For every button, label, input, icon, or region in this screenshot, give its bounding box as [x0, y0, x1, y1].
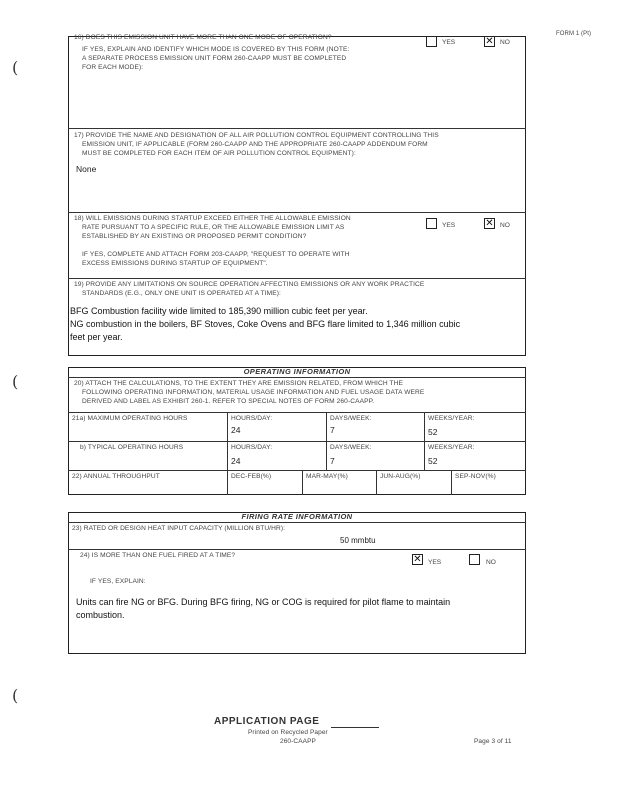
q20-line-1: 20) ATTACH THE CALCULATIONS, TO THE EXTENT THEY ARE EMISSION RELATED, FROM WHICH THE — [74, 380, 403, 387]
divider — [227, 470, 228, 495]
divider — [451, 470, 452, 495]
q17-answer: None — [76, 164, 97, 174]
q20-line-3: DERIVED AND LABEL AS EXHIBIT 260-1. REFER TO SPECIAL NOTES OF FORM 260-CAAPP. — [82, 398, 375, 405]
q24-label: 24) IS MORE THAN ONE FUEL FIRED AT A TIME? — [80, 552, 236, 559]
typ-days-week-label: DAYS/WEEK: — [330, 444, 372, 451]
q19-answer-3: feet per year. — [70, 332, 123, 342]
q16-explain-3: FOR EACH MODE): — [82, 64, 144, 71]
max-weeks-year-label: WEEKS/YEAR: — [428, 415, 475, 422]
throughput-label: 22) ANNUAL THROUGHPUT — [72, 473, 160, 480]
q24-yes-checkbox[interactable]: ✕ — [413, 554, 422, 565]
q17-line-1: 17) PROVIDE THE NAME AND DESIGNATION OF ALL AIR POLLUTION CONTROL EQUIPMENT CONTROLLING THIS — [74, 132, 439, 139]
q18-sub-1: IF YES, COMPLETE AND ATTACH FORM 203-CAAPP, "REQUEST TO OPERATE WITH — [82, 251, 350, 258]
q19-answer-2: NG combustion in the boilers, BF Stoves, Coke Ovens and BFG flare limited to 1,346 million cubic — [70, 319, 461, 329]
max-weeks-year-value: 52 — [428, 427, 438, 437]
divider — [68, 549, 526, 550]
divider — [376, 470, 377, 495]
mar-may-label: MAR-MAY(%) — [306, 473, 348, 480]
binder-hole-mark: ( — [12, 58, 19, 77]
q16-explain-2: A SEPARATE PROCESS EMISSION UNIT FORM 260-CAAPP MUST BE COMPLETED — [82, 55, 347, 62]
binder-hole-mark: ( — [12, 372, 19, 391]
divider — [68, 377, 526, 378]
q24-answer-2: combustion. — [76, 610, 125, 620]
dec-feb-label: DEC-FEB(%) — [231, 473, 272, 480]
q18-no-label: NO — [500, 222, 510, 229]
q19-line-1: 19) PROVIDE ANY LIMITATIONS ON SOURCE OPERATION AFFECTING EMISSIONS OR ANY WORK PRACTICE — [74, 281, 425, 288]
q24-answer-1: Units can fire NG or BFG. During BFG firing, NG or COG is required for pilot flame to maintain — [76, 597, 451, 607]
divider — [302, 470, 303, 495]
q17-line-2: EMISSION UNIT, IF APPLICABLE (FORM 260-CAAPP AND THE APPROPRIATE 260-CAAPP ADDENDUM FORM — [82, 141, 428, 148]
q24-no-checkbox[interactable] — [469, 554, 480, 565]
q16-yes-checkbox[interactable] — [426, 36, 437, 47]
q16-no-label: NO — [500, 39, 510, 46]
footer-form-number: 260-CAAPP — [280, 738, 316, 745]
footer-page-number: Page 3 of 11 — [474, 738, 512, 745]
q18-sub-2: EXCESS EMISSIONS DURING STARTUP OF EQUIPMENT". — [82, 260, 268, 267]
divider — [68, 212, 526, 213]
binder-hole-mark: ( — [12, 686, 19, 705]
sep-nov-label: SEP-NOV(%) — [455, 473, 496, 480]
typ-hours-label: b) TYPICAL OPERATING HOURS — [80, 444, 184, 451]
q16-question: 16) DOES THIS EMISSION UNIT HAVE MORE THAN ONE MODE OF OPERATION? — [74, 34, 332, 41]
typ-weeks-year-value: 52 — [428, 456, 438, 466]
divider — [68, 278, 526, 279]
max-hours-day-value: 24 — [231, 425, 241, 435]
divider — [68, 522, 526, 523]
q23-answer: 50 mmbtu — [340, 536, 376, 545]
form-id: FORM 1 (Pt) — [556, 31, 592, 37]
typ-weeks-year-label: WEEKS/YEAR: — [428, 444, 475, 451]
q23-label: 23) RATED OR DESIGN HEAT INPUT CAPACITY (MILLION BTU/HR): — [72, 525, 286, 532]
q24-no-label: NO — [486, 559, 496, 566]
q18-line-1: 18) WILL EMISSIONS DURING STARTUP EXCEED EITHER THE ALLOWABLE EMISSION — [74, 215, 351, 222]
q16-explain-1: IF YES, EXPLAIN AND IDENTIFY WHICH MODE IS COVERED BY THIS FORM (NOTE: — [82, 46, 350, 53]
max-days-week-label: DAYS/WEEK: — [330, 415, 372, 422]
divider — [68, 412, 526, 413]
q18-line-3: ESTABLISHED BY AN EXISTING OR PROPOSED PERMIT CONDITION? — [82, 233, 307, 240]
max-hours-day-label: HOURS/DAY: — [231, 415, 273, 422]
divider — [68, 441, 526, 442]
typ-hours-day-value: 24 — [231, 456, 241, 466]
q18-no-checkbox[interactable]: ✕ — [485, 218, 494, 229]
footer-printed: Printed on Recycled Paper — [248, 729, 328, 736]
q24-yes-label: YES — [428, 559, 442, 566]
q18-yes-checkbox[interactable] — [426, 218, 437, 229]
typ-days-week-value: 7 — [330, 456, 335, 466]
footer-rule — [331, 727, 379, 728]
q18-yes-label: YES — [442, 222, 456, 229]
q16-no-checkbox[interactable]: ✕ — [485, 36, 494, 47]
q20-line-2: FOLLOWING OPERATING INFORMATION, MATERIAL USAGE INFORMATION AND FUEL USAGE DATA WERE — [82, 389, 425, 396]
jun-aug-label: JUN-AUG(%) — [380, 473, 421, 480]
q18-line-2: RATE PURSUANT TO A SPECIFIC RULE, OR THE ALLOWABLE EMISSION LIMIT AS — [82, 224, 345, 231]
q19-line-2: STANDARDS (E.G., ONLY ONE UNIT IS OPERATED AT A TIME): — [82, 290, 281, 297]
footer-title: APPLICATION PAGE — [214, 716, 320, 727]
max-days-week-value: 7 — [330, 425, 335, 435]
q16-yes-label: YES — [442, 39, 456, 46]
operating-title: OPERATING INFORMATION — [243, 367, 351, 376]
q17-line-3: MUST BE COMPLETED FOR EACH ITEM OF AIR POLLUTION CONTROL EQUIPMENT): — [82, 150, 356, 157]
q19-answer-1: BFG Combustion facility wide limited to 185,390 million cubic feet per year. — [70, 306, 368, 316]
typ-hours-day-label: HOURS/DAY: — [231, 444, 273, 451]
divider — [68, 128, 526, 129]
q24-explain-label: IF YES, EXPLAIN: — [90, 578, 146, 585]
firing-title: FIRING RATE INFORMATION — [241, 512, 353, 521]
max-hours-label: 21a) MAXIMUM OPERATING HOURS — [72, 415, 188, 422]
divider — [68, 470, 526, 471]
